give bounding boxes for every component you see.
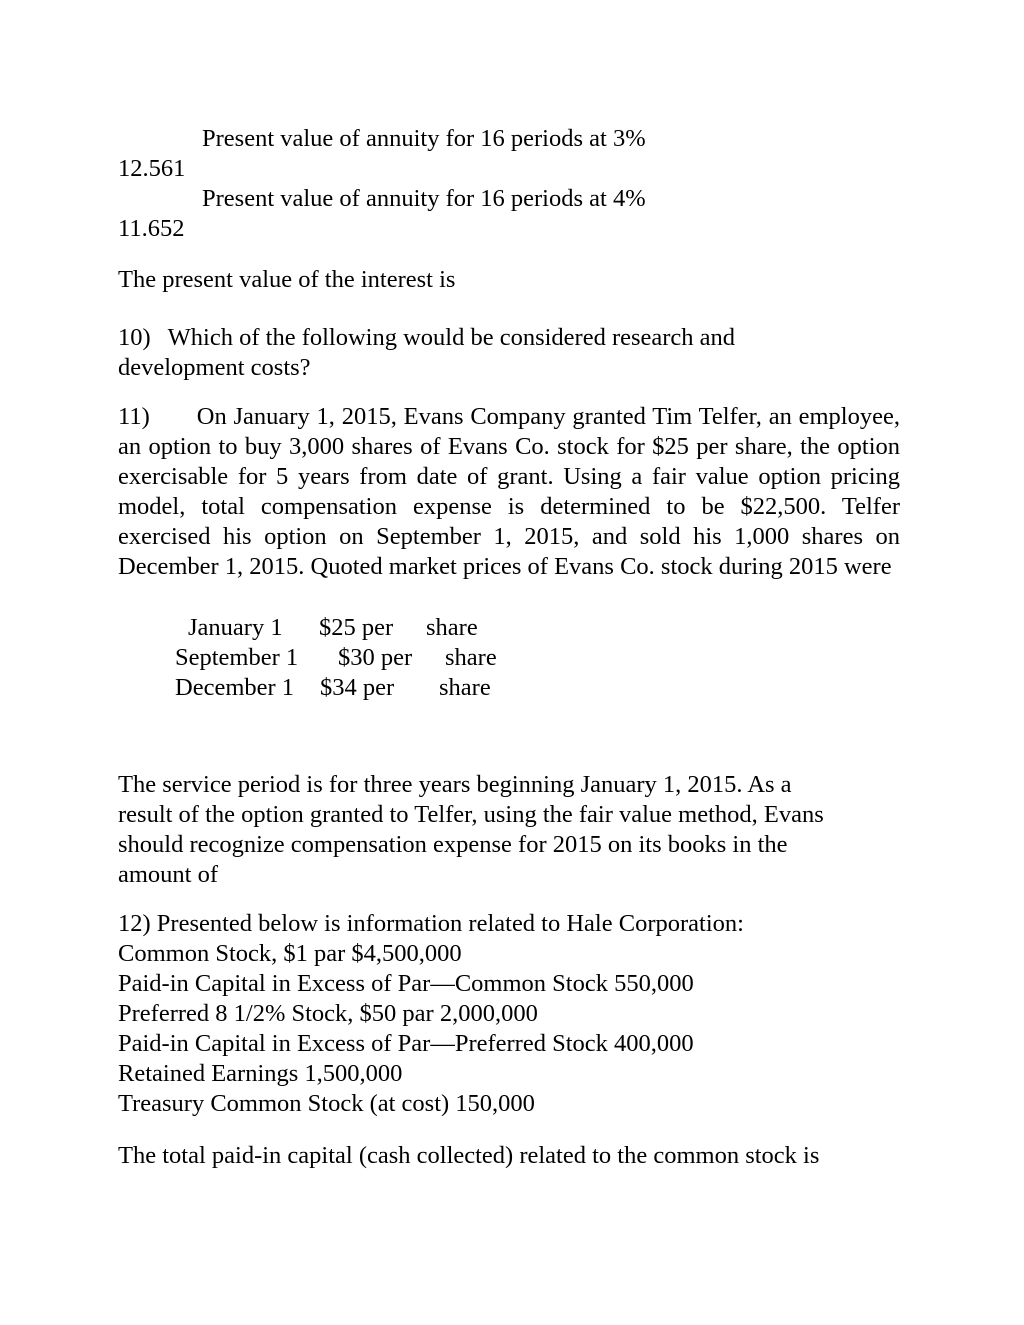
question-text-line: development costs? (118, 354, 311, 381)
ledger-item: Paid-in Capital in Excess of Par—Preferred Stock 400,000 (118, 1030, 694, 1057)
price-unit: share (445, 644, 497, 671)
question-number: 11) (118, 403, 150, 430)
price-date: December 1 (175, 674, 295, 701)
question-text: On January 1, 2015, Evans Company granted Tim Telfer, an employee, an option to buy 3,000 shares of Evans Co. stock for $25 per share, the option exercisable for 5 years from date of grant. Using a fair value option pricing model, total compensation expense is determined to be $22,500. Telfer exercised his option on September 1, 2015, and sold his 1,000 shares on December 1, 2015. Quoted market prices of Evans Co. stock during 2015 were (118, 403, 900, 580)
price-value: $30 per (338, 644, 413, 671)
pv-label: Present value of annuity for 16 periods at 3% (202, 125, 646, 152)
question-text-line: result of the option granted to Telfer, using the fair value method, Evans (118, 801, 824, 828)
price-value: $34 per (320, 674, 395, 701)
price-row (0, 643, 1024, 673)
question-9-stem (118, 265, 900, 295)
present-value-table (118, 124, 900, 244)
ledger-item: Retained Earnings 1,500,000 (118, 1060, 403, 1087)
question-11-followup (118, 770, 900, 890)
question-text-line: amount of (118, 861, 219, 888)
price-value: $25 per (319, 614, 394, 641)
ledger-item: Paid-in Capital in Excess of Par—Common Stock 550,000 (118, 970, 694, 997)
price-date: January 1 (188, 614, 283, 641)
price-row (0, 673, 1024, 703)
question-text-line: The service period is for three years beginning January 1, 2015. As a (118, 771, 792, 798)
pv-value: 12.561 (118, 155, 186, 182)
ledger-item: Preferred 8 1/2% Stock, $50 par 2,000,000 (118, 1000, 538, 1027)
question-number: 10) (118, 324, 151, 351)
price-unit: share (439, 674, 491, 701)
ledger-item: Common Stock, $1 par $4,500,000 (118, 940, 462, 967)
price-row (0, 613, 1024, 643)
pv-label: Present value of annuity for 16 periods at 4% (202, 185, 646, 212)
price-date: September 1 (175, 644, 299, 671)
ledger-item: Treasury Common Stock (at cost) 150,000 (118, 1090, 535, 1117)
pv-value: 11.652 (118, 215, 185, 242)
question-text-line: Which of the following would be considered research and (167, 324, 736, 351)
question-text: The present value of the interest is (118, 266, 456, 293)
question-text: The total paid-in capital (cash collected) related to the common stock is (118, 1142, 820, 1169)
question-10 (118, 323, 900, 383)
question-12 (118, 909, 900, 1119)
price-unit: share (426, 614, 478, 641)
question-text-line: should recognize compensation expense for 2015 on its books in the (118, 831, 788, 858)
question-intro: 12) Presented below is information related to Hale Corporation: (118, 910, 744, 937)
question-12-stem (118, 1141, 900, 1171)
question-11-paragraph (118, 402, 900, 582)
